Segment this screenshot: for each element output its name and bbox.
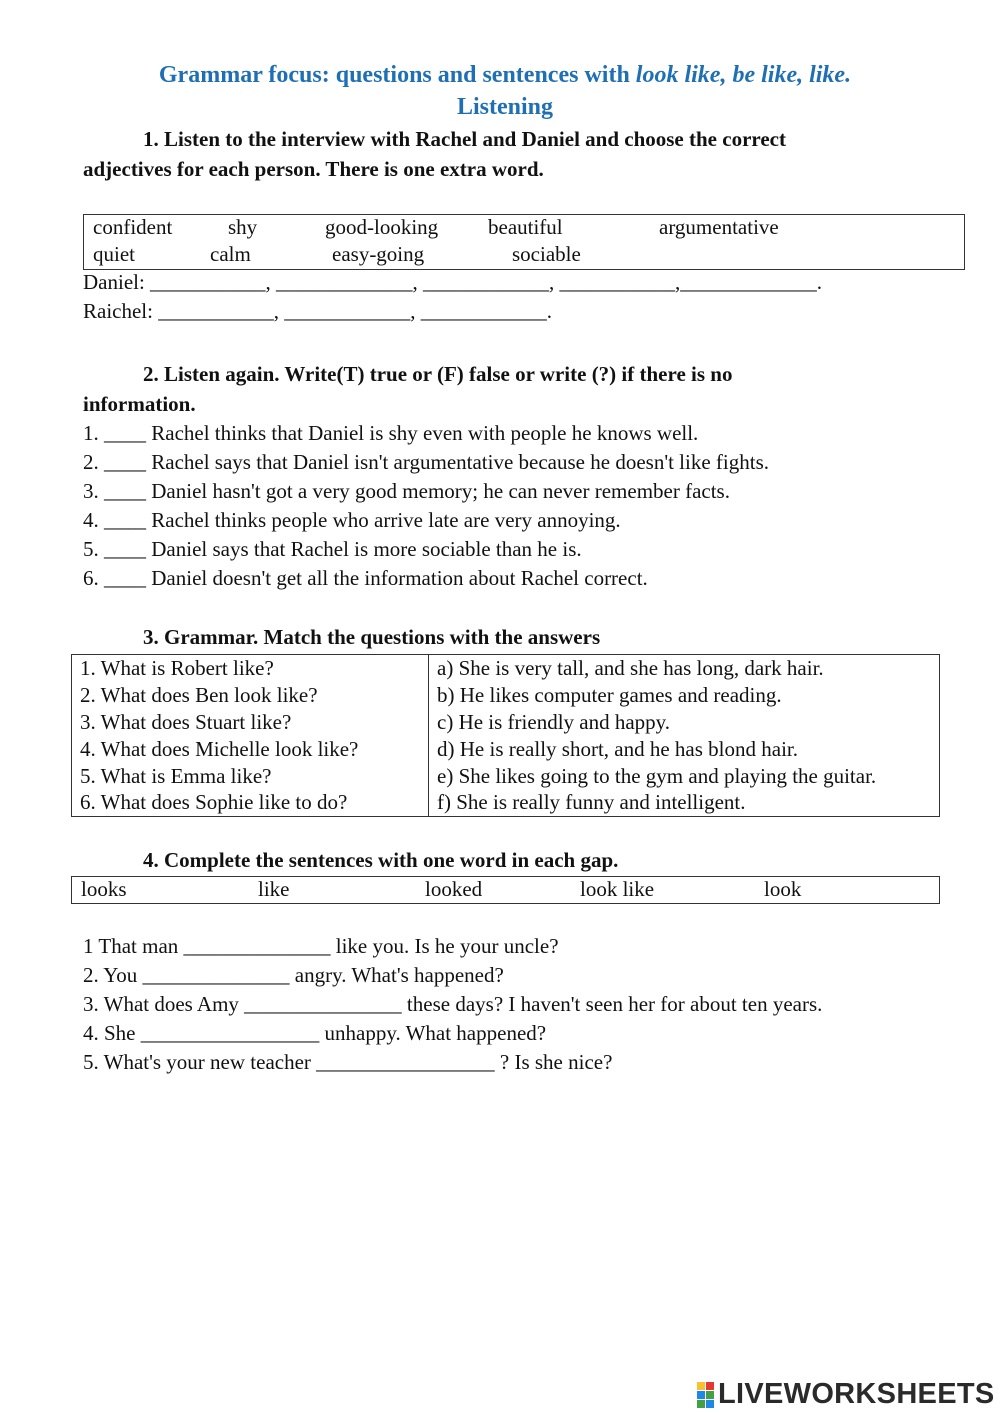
match-answer[interactable]: f) She is really funny and intelligent. [429, 789, 940, 816]
exercise2-item[interactable]: 2. ____ Rachel says that Daniel isn't argumentative because he doesn't like fights. [83, 450, 770, 474]
match-answer[interactable]: d) He is really short, and he has blond hair. [429, 735, 940, 762]
daniel-answer-line[interactable]: Daniel: ___________, _____________, ____________, ___________,_____________. [83, 270, 823, 294]
liveworksheets-logo-icon [697, 1382, 714, 1408]
page-title [0, 62, 1000, 89]
match-answer[interactable]: e) She likes going to the gym and playing the guitar. [429, 762, 940, 789]
match-question[interactable]: 1. What is Robert like? [72, 655, 429, 682]
word-look-like: look like [580, 877, 655, 901]
raichel-answer-line[interactable]: Raichel: ___________, ____________, ____________. [83, 299, 552, 323]
word-argumentative: argumentative [659, 215, 779, 239]
word-easy-going: easy-going [332, 242, 425, 266]
exercise2-item[interactable]: 3. ____ Daniel hasn't got a very good memory; he can never remember facts. [83, 479, 730, 503]
word-calm: calm [210, 242, 251, 266]
table-row [72, 682, 940, 709]
match-question[interactable]: 5. What is Emma like? [72, 762, 429, 789]
word-quiet: quiet [93, 242, 135, 266]
exercise4-item[interactable]: 3. What does Amy _______________ these days? I haven't seen her for about ten years. [83, 992, 823, 1016]
exercise3-match-table [71, 654, 940, 817]
exercise2-instruction-line2: information. [83, 392, 196, 416]
word-look: look [764, 877, 802, 901]
match-question[interactable]: 4. What does Michelle look like? [72, 735, 429, 762]
table-row [72, 789, 940, 816]
brand-name: LIVEWORKSHEETS [718, 1378, 995, 1410]
match-answer[interactable]: b) He likes computer games and reading. [429, 682, 940, 709]
exercise4-word-box [71, 876, 940, 904]
table-row [72, 655, 940, 682]
word-looks: looks [81, 877, 127, 901]
word-like: like [258, 877, 290, 901]
exercise3-instruction: 3. Grammar. Match the questions with the answers [143, 625, 601, 649]
exercise2-item[interactable]: 1. ____ Rachel thinks that Daniel is shy even with people he knows well. [83, 421, 699, 445]
exercise2-item[interactable]: 4. ____ Rachel thinks people who arrive late are very annoying. [83, 508, 621, 532]
exercise2-item[interactable]: 6. ____ Daniel doesn't get all the information about Rachel correct. [83, 566, 648, 590]
word-sociable: sociable [512, 242, 581, 266]
page-subtitle: Listening [456, 94, 554, 120]
match-question[interactable]: 2. What does Ben look like? [72, 682, 429, 709]
table-row [72, 709, 940, 736]
word-looked: looked [425, 877, 483, 901]
exercise2-item[interactable]: 5. ____ Daniel says that Rachel is more sociable than he is. [83, 537, 582, 561]
exercise2-instruction-line1: 2. Listen again. Write(T) true or (F) false or write (?) if there is no [143, 362, 733, 386]
word-shy: shy [228, 215, 258, 239]
word-confident: confident [93, 215, 173, 239]
match-question[interactable]: 3. What does Stuart like? [72, 709, 429, 736]
exercise1-instruction-line1: 1. Listen to the interview with Rachel and Daniel and choose the correct [143, 127, 786, 151]
match-answer[interactable]: c) He is friendly and happy. [429, 709, 940, 736]
word-good-looking: good-looking [325, 215, 439, 239]
exercise4-item[interactable]: 2. You ______________ angry. What's happened? [83, 963, 504, 987]
title-prefix: Grammar focus: questions and sentences with [158, 62, 636, 88]
exercise4-item[interactable]: 4. She _________________ unhappy. What happened? [83, 1021, 547, 1045]
title-italic: look like, be like, like. [635, 62, 852, 88]
exercise4-item[interactable]: 1 That man ______________ like you. Is he your uncle? [83, 934, 559, 958]
match-answer[interactable]: a) She is very tall, and she has long, dark hair. [429, 655, 940, 682]
table-row [72, 762, 940, 789]
match-question[interactable]: 6. What does Sophie like to do? [72, 789, 429, 816]
word-beautiful: beautiful [488, 215, 563, 239]
exercise4-instruction: 4. Complete the sentences with one word in each gap. [143, 848, 619, 872]
exercise1-instruction-line2: adjectives for each person. There is one extra word. [83, 157, 544, 181]
exercise4-item[interactable]: 5. What's your new teacher _________________ ? Is she nice? [83, 1050, 613, 1074]
liveworksheets-logo[interactable] [697, 1378, 995, 1411]
table-row [72, 735, 940, 762]
